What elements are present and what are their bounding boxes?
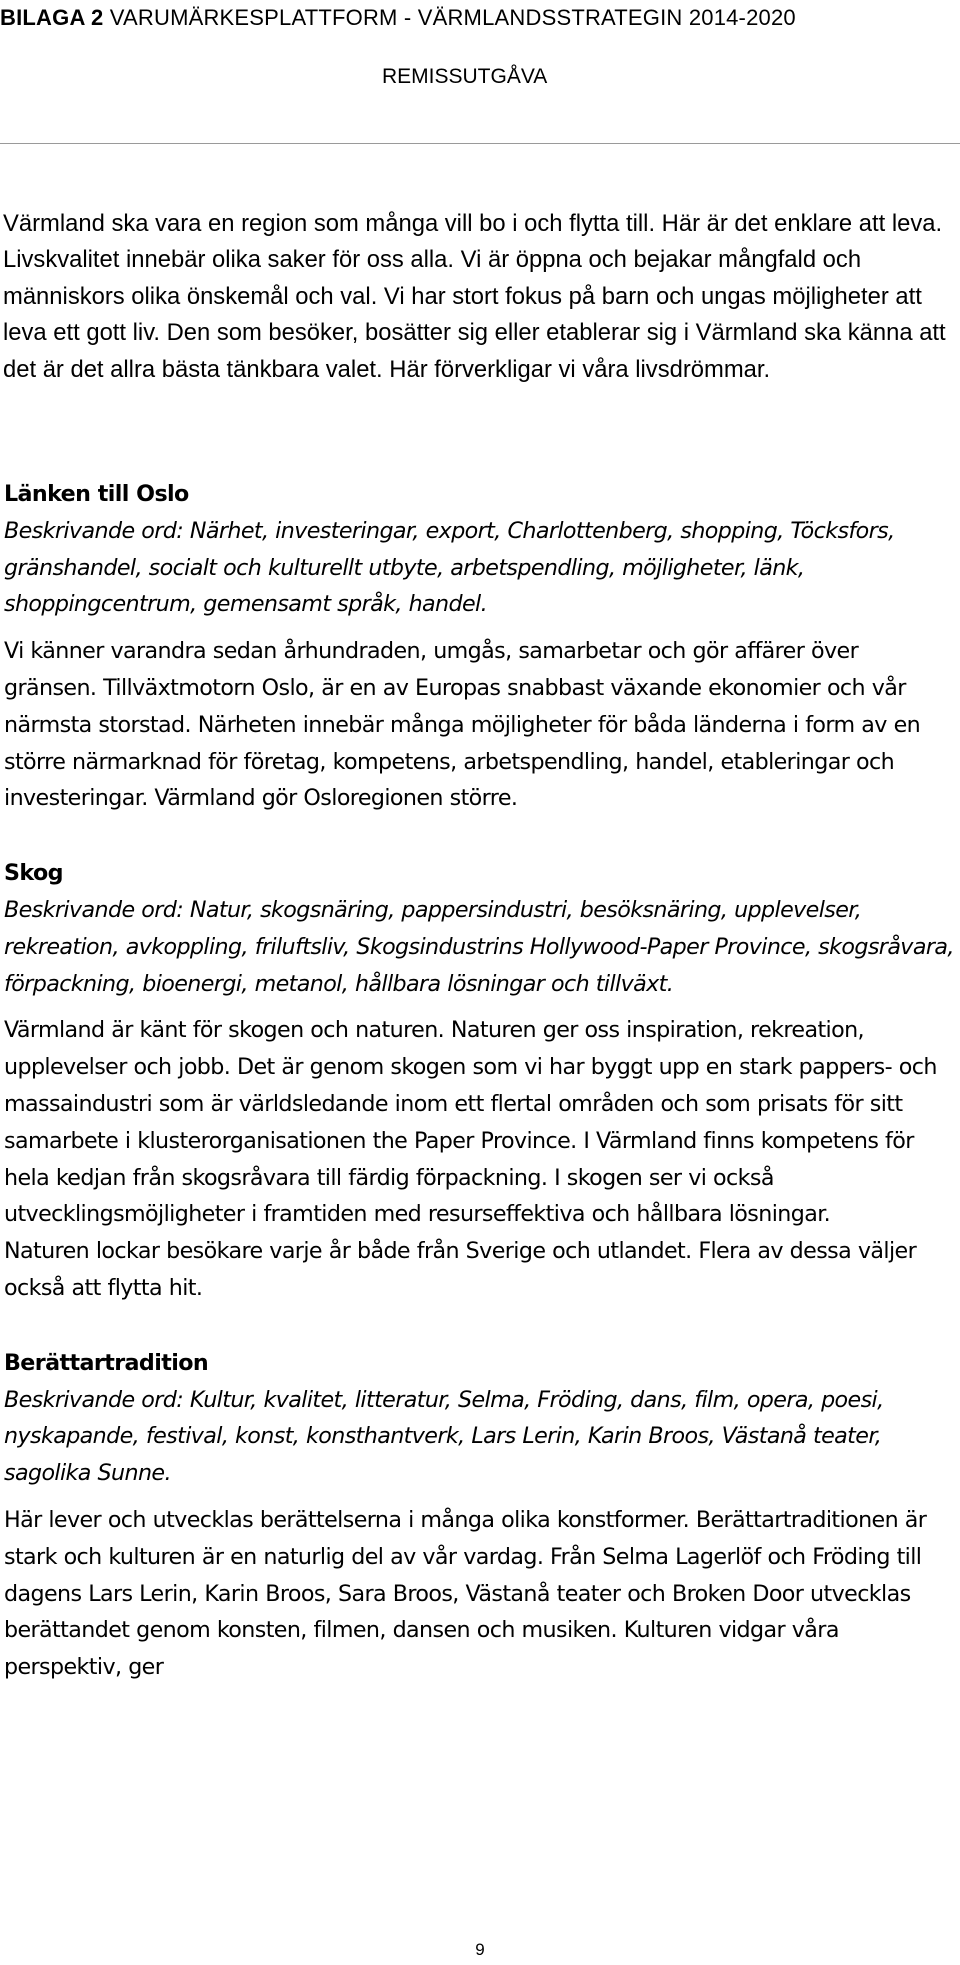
section-skog [4, 855, 956, 1307]
header-divider [0, 143, 960, 144]
page-number: 9 [475, 1940, 485, 1959]
document-subtitle: REMISSUTGÅVA [382, 65, 548, 88]
section-keywords-oslo: Beskrivande ord: Närhet, investeringar, export, Charlottenberg, shopping, Töcksfors, gränshandel, socialt och kulturellt utbyte, arbetspendling, möjligheter, länk, shoppingcentrum, gemensamt språk, handel. [4, 517, 895, 618]
section-paragraph-oslo: Vi känner varandra sedan århundraden, umgås, samarbetar och gör affärer över gränsen. Tillväxtmotorn Oslo, är en av Europas snabbast växande ekonomier och vår närmsta storstad. Närheten innebär många möjligheter för båda länderna i form av en större närmarknad för företag, kompetens, arbetspendling, handel, etableringar och investeringar. Värmland gör Osloregionen större. [4, 638, 921, 812]
document-body [4, 476, 956, 1686]
intro-paragraph: Värmland ska vara en region som många vill bo i och flytta till. Här är det enklare att leva. Livskvalitet innebär olika saker för oss alla. Vi är öppna och bejakar mångfald och människors olika önskemål och val. Vi har stort fokus på barn och ungas möjligheter att leva ett gott liv. Den som besöker, bosätter sig eller etablerar sig i Värmland ska känna att det är det allra bästa tänkbara valet. Här förverkligar vi våra livsdrömmar. [3, 210, 946, 383]
section-keywords-skog: Beskrivande ord: Natur, skogsnäring, pappersindustri, besöksnäring, upplevelser, rekreation, avkoppling, friluftsliv, Skogsindustrins Hollywood-Paper Province, skogsråvara, förpackning, bioenergi, metanol, hållbara lösningar och tillväxt. [4, 896, 954, 997]
section-oslo [4, 476, 956, 817]
section-paragraph-skog-2: Naturen lockar besökare varje år både från Sverige och utlandet. Flera av dessa väljer också att flytta hit. [4, 1238, 917, 1301]
section-berattartradition [4, 1345, 956, 1686]
section-heading-oslo: Länken till Oslo [4, 481, 189, 507]
section-keywords-berattartradition: Beskrivande ord: Kultur, kvalitet, litteratur, Selma, Fröding, dans, film, opera, poesi, nyskapande, festival, konst, konsthantverk, Lars Lerin, Karin Broos, Västanå teater, sagolika Sunne. [4, 1386, 884, 1487]
section-paragraph-berattartradition: Här lever och utvecklas berättelserna i många olika konstformer. Berättartraditionen är stark och kulturen är en naturlig del av vår vardag. Från Selma Lagerlöf och Fröding till dagens Lars Lerin, Karin Broos, Sara Broos, Västanå teater och Broken Door utvecklas berättandet genom konsten, filmen, dansen och musiken. Kulturen vidgar våra perspektiv, ger [4, 1506, 927, 1681]
strategy-title: VARUMÄRKESPLATTFORM - VÄRMLANDSSTRATEGIN 2014-2020 [109, 5, 796, 30]
section-heading-berattartradition: Berättartradition [4, 1349, 209, 1376]
section-heading-skog: Skog [4, 860, 63, 887]
section-paragraph-skog-1: Värmland är känt för skogen och naturen. Naturen ger oss inspiration, rekreation, upplevelser och jobb. Det är genom skogen som vi har byggt upp en stark pappers- och massaindustri som är världsledande inom ett flertal områden och som prisats för sitt samarbete i klusterorganisationen the Paper Province. I Värmland finns kompetens för hela kedjan från skogsråvara till färdig förpackning. I skogen ser vi också utvecklingsmöjligheter i framtiden med resurseffektiva och hållbara lösningar. [4, 1017, 937, 1228]
appendix-label: BILAGA 2 [0, 5, 104, 30]
document-title [0, 4, 960, 32]
